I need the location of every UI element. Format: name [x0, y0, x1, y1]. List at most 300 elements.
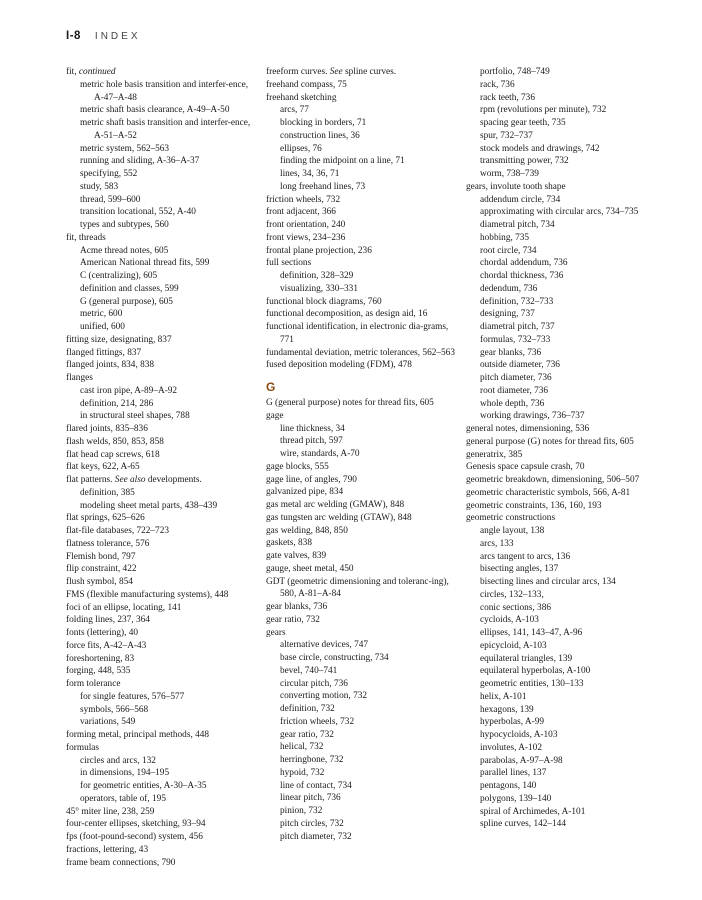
entry-text: gears	[266, 627, 286, 638]
index-subentry	[466, 640, 666, 653]
entry-text: flip constraint, 422	[66, 564, 137, 575]
index-entry	[266, 206, 462, 219]
entry-text: G (general purpose), 605	[80, 296, 173, 307]
entry-text: metric system, 562–563	[80, 143, 170, 154]
entry-text: chordal thickness, 736	[480, 271, 564, 281]
entry-text: freehand compass, 75	[266, 79, 347, 90]
entry-text: arcs, 77	[280, 105, 309, 116]
entry-text: geometric constructions	[466, 513, 556, 524]
entry-text: fonts (lettering), 40	[66, 628, 139, 638]
page-header	[66, 30, 140, 44]
entry-text: pinion, 732	[280, 806, 323, 816]
index-subentry	[266, 435, 462, 448]
entry-text: gas tungsten arc welding (GTAW), 848	[266, 512, 412, 523]
index-subentry	[266, 130, 462, 143]
index-subentry	[66, 296, 258, 309]
entry-text: gas welding, 848, 850	[266, 525, 348, 536]
entry-text: folding lines, 237, 364	[66, 615, 150, 626]
entry-text: worm, 738–739	[480, 169, 539, 179]
index-subentry	[66, 181, 258, 194]
entry-text: running and sliding, A-36–A-37	[80, 156, 200, 167]
index-subentry	[266, 792, 462, 805]
entry-text: fundamental deviation, metric tolerances, 562–563	[266, 347, 455, 358]
index-subentry	[66, 155, 258, 168]
entry-italic-text: See	[329, 67, 343, 77]
entry-text: circular pitch, 736	[280, 678, 348, 689]
entry-text: cycloids, A-103	[480, 615, 539, 626]
index-entry	[66, 359, 258, 372]
index-entry	[266, 550, 462, 563]
index-entry	[66, 818, 258, 831]
entry-text: C (centralizing), 605	[80, 271, 158, 281]
entry-text: generatrix, 385	[466, 449, 523, 460]
entry-text: geometric characteristic symbols, 566, A-81	[466, 487, 631, 498]
entry-text: arcs tangent to arcs, 136	[480, 551, 571, 562]
entry-text: definition, 732–733	[480, 296, 554, 307]
index-subentry	[266, 117, 462, 130]
index-subentry	[466, 755, 666, 768]
entry-text: gear ratio, 732	[280, 729, 334, 740]
index-subentry	[466, 104, 666, 117]
index-entry	[66, 66, 258, 79]
entry-text: definition, 328–329	[280, 271, 354, 281]
entry-italic-text: continued	[78, 67, 116, 77]
entry-text: foci of an ellipse, locating, 141	[66, 602, 182, 613]
index-subentry	[266, 767, 462, 780]
index-subentry	[266, 805, 462, 818]
entry-text: hypocycloids, A-103	[480, 730, 558, 740]
index-column-2	[266, 66, 462, 843]
index-subentry	[466, 245, 666, 258]
index-subentry	[466, 347, 666, 360]
entry-text: gate valves, 839	[266, 551, 327, 561]
index-entry	[266, 563, 462, 576]
index-subentry	[266, 155, 462, 168]
entry-text: flared joints, 835–836	[66, 424, 148, 434]
entry-text: base circle, constructing, 734	[280, 653, 389, 663]
entry-text: types and subtypes, 560	[80, 220, 169, 230]
entry-text: metric shaft basis clearance, A-49–A-50	[80, 105, 230, 116]
index-subentry	[466, 818, 666, 831]
index-subentry	[466, 410, 666, 423]
entry-text: hobbing, 735	[480, 232, 530, 243]
index-subentry	[466, 716, 666, 729]
entry-text: symbols, 566–568	[80, 704, 149, 715]
entry-text: flanges	[66, 373, 93, 383]
index-subentry	[266, 652, 462, 665]
index-entry	[266, 359, 462, 372]
index-entry	[266, 232, 462, 245]
index-subentry	[466, 398, 666, 411]
index-entry	[66, 436, 258, 449]
index-subentry	[266, 143, 462, 156]
entry-text: chordal addendum, 736	[480, 258, 568, 269]
entry-text: flat patterns.	[66, 475, 115, 485]
index-entry	[266, 576, 462, 602]
index-entry	[66, 602, 258, 615]
index-column-3	[466, 66, 666, 831]
entry-text: spiral of Archimedes, A-101	[480, 806, 586, 817]
index-subentry	[466, 194, 666, 207]
entry-text: flat keys, 622, A-65	[66, 462, 140, 473]
entry-text: angle layout, 138	[480, 526, 545, 536]
index-subentry	[66, 257, 258, 270]
entry-text: approximating with circular arcs, 734–735	[480, 207, 639, 218]
entry-text: definition, 732	[280, 704, 335, 714]
index-subentry	[466, 704, 666, 717]
index-subentry	[66, 219, 258, 232]
entry-text: blocking in borders, 71	[280, 118, 367, 128]
index-entry	[266, 499, 462, 512]
index-subentry	[466, 551, 666, 564]
entry-text: unified, 600	[80, 322, 125, 332]
index-entry	[266, 512, 462, 525]
index-entry	[66, 538, 258, 551]
entry-text: line thickness, 34	[280, 423, 345, 434]
entry-text: equilateral hyperbolas, A-100	[480, 666, 591, 677]
index-entry	[66, 806, 258, 819]
index-subentry	[466, 627, 666, 640]
entry-text: frame beam connections, 790	[66, 857, 176, 868]
index-subentry	[66, 168, 258, 181]
entry-text: pitch diameter, 736	[480, 373, 552, 383]
index-entry	[266, 257, 462, 270]
index-subentry	[466, 206, 666, 219]
index-subentry	[466, 589, 666, 602]
index-subentry	[266, 270, 462, 283]
index-subentry	[466, 296, 666, 309]
index-entry	[466, 474, 666, 487]
index-subentry	[266, 168, 462, 181]
entry-text: Acme thread notes, 605	[80, 245, 169, 256]
entry-text: parallel lines, 137	[480, 768, 547, 779]
index-entry	[66, 831, 258, 844]
index-subentry	[266, 716, 462, 729]
entry-text: diametral pitch, 737	[480, 322, 555, 332]
index-entry	[466, 512, 666, 525]
index-subentry	[466, 155, 666, 168]
entry-text: functional identification, in electronic dia-grams, 771	[266, 322, 449, 345]
index-entry	[66, 742, 258, 755]
index-entry	[66, 678, 258, 691]
entry-text: for geometric entities, A-30–A-35	[80, 781, 207, 791]
index-subentry	[66, 487, 258, 500]
index-subentry	[466, 385, 666, 398]
index-subentry	[66, 117, 258, 143]
index-entry	[266, 397, 462, 410]
entry-text: flush symbol, 854	[66, 577, 133, 587]
index-subentry	[66, 321, 258, 334]
entry-text: thread, 599–600	[80, 194, 141, 205]
index-subentry	[466, 525, 666, 538]
entry-text: front views, 234–236	[266, 232, 346, 243]
index-subentry	[266, 690, 462, 703]
index-entry	[66, 334, 258, 347]
index-entry	[466, 461, 666, 474]
entry-text: circles and arcs, 132	[80, 755, 156, 766]
entry-text: root circle, 734	[480, 245, 537, 256]
entry-text: transition locational, 552, A-40	[80, 207, 196, 218]
index-entry	[266, 92, 462, 105]
entry-text: flat springs, 625–626	[66, 513, 145, 524]
index-subentry	[266, 448, 462, 461]
index-subentry	[466, 92, 666, 105]
entry-text: fitting size, designating, 837	[66, 334, 172, 345]
index-subentry	[66, 308, 258, 321]
index-subentry	[66, 194, 258, 207]
index-subentry	[66, 691, 258, 704]
index-subentry	[466, 168, 666, 181]
entry-text: alternative devices, 747	[280, 640, 369, 651]
index-entry	[466, 181, 666, 194]
entry-text: dedendum, 736	[480, 283, 538, 294]
entry-text: front orientation, 240	[266, 220, 346, 230]
entry-text: spacing gear teeth, 735	[480, 118, 566, 128]
index-subentry	[466, 742, 666, 755]
entry-text: transmitting power, 732	[480, 156, 569, 167]
index-subentry	[466, 308, 666, 321]
entry-text: FMS (flexible manufacturing systems), 448	[66, 589, 229, 600]
index-entry	[66, 844, 258, 857]
index-subentry	[466, 538, 666, 551]
entry-text: epicycloid, A-103	[480, 640, 547, 651]
index-subentry	[66, 143, 258, 156]
index-subentry	[466, 321, 666, 334]
index-entry	[266, 474, 462, 487]
entry-text: definition, 385	[80, 487, 135, 498]
index-subentry	[266, 639, 462, 652]
index-entry	[66, 640, 258, 653]
entry-text: G (general purpose) notes for thread fits, 605	[266, 398, 434, 408]
page-folio: I-8	[66, 30, 81, 42]
entry-text: bisecting lines and circular arcs, 134	[480, 577, 616, 587]
index-entry	[266, 219, 462, 232]
index-letter-heading: G	[266, 380, 276, 394]
index-entry	[266, 410, 462, 423]
entry-text: general purpose (G) notes for thread fits, 605	[466, 436, 634, 447]
entry-text: modeling sheet metal parts, 438–439	[80, 500, 218, 511]
index-subentry	[466, 678, 666, 691]
entry-text: gear blanks, 736	[480, 347, 542, 358]
index-subentry	[66, 206, 258, 219]
entry-text: root diameter, 736	[480, 385, 549, 396]
entry-text: friction wheels, 732	[280, 716, 355, 727]
index-entry	[66, 857, 258, 870]
entry-text: foreshortening, 83	[66, 653, 135, 664]
index-subentry	[266, 283, 462, 296]
entry-text-tail: developments.	[145, 475, 202, 485]
entry-text: freehand sketching	[266, 92, 337, 103]
entry-text: formulas	[66, 742, 100, 753]
entry-text: GDT (geometric dimensioning and toleranc-ing), 580, A-81–A-84	[266, 576, 449, 600]
entry-text: gage	[266, 410, 284, 421]
index-entry	[466, 500, 666, 513]
entry-text: fractions, lettering, 43	[66, 844, 149, 855]
entry-text: Genesis space capsule crash, 70	[466, 462, 585, 473]
entry-text: geometric constraints, 136, 160, 193	[466, 500, 602, 511]
entry-text: Flemish bond, 797	[66, 551, 136, 562]
entry-text-tail: spline curves.	[342, 67, 397, 77]
index-entry	[266, 461, 462, 474]
index-subentry	[466, 767, 666, 780]
index-entry	[66, 232, 258, 245]
index-subentry	[466, 780, 666, 793]
index-subentry	[266, 780, 462, 793]
entry-text: helix, A-101	[480, 691, 527, 702]
index-entry	[466, 487, 666, 500]
entry-text: functional decomposition, as design aid, 16	[266, 309, 428, 320]
index-subentry	[266, 703, 462, 716]
entry-text: fused deposition modeling (FDM), 478	[266, 360, 412, 371]
index-entry	[66, 576, 258, 589]
entry-text: frontal plane projection, 236	[266, 245, 372, 256]
index-entry	[266, 525, 462, 538]
index-entry	[266, 245, 462, 258]
index-subentry	[266, 831, 462, 844]
entry-text: ellipses, 76	[280, 143, 322, 154]
index-entry	[66, 551, 258, 564]
index-entry	[266, 194, 462, 207]
index-subentry	[466, 359, 666, 372]
index-column-1	[66, 66, 258, 869]
index-entry	[266, 627, 462, 640]
index-entry	[66, 525, 258, 538]
index-subentry	[466, 257, 666, 270]
entry-text: flash welds, 850, 853, 858	[66, 436, 164, 447]
index-entry	[266, 79, 462, 92]
index-subentry	[466, 334, 666, 347]
index-entry	[66, 423, 258, 436]
entry-text: thread pitch, 597	[280, 436, 343, 447]
index-entry	[66, 729, 258, 742]
entry-text: construction lines, 36	[280, 130, 360, 141]
entry-text: flatness tolerance, 576	[66, 538, 150, 549]
entry-text: pitch circles, 732	[280, 818, 344, 829]
index-subentry	[66, 793, 258, 806]
index-subentry	[66, 283, 258, 296]
index-entry	[266, 537, 462, 550]
index-subentry	[466, 117, 666, 130]
index-entry	[266, 296, 462, 309]
entry-text: forming metal, principal methods, 448	[66, 730, 210, 740]
index-subentry	[466, 691, 666, 704]
entry-text: metric hole basis transition and interfer-ence, A-47–A-48	[80, 79, 249, 103]
entry-text: general notes, dimensioning, 536	[466, 424, 590, 434]
index-subentry	[466, 576, 666, 589]
index-subentry	[66, 79, 258, 105]
entry-text: portfolio, 748–749	[480, 67, 550, 77]
entry-text: definition and classes, 599	[80, 283, 179, 294]
entry-text: full sections	[266, 258, 312, 269]
index-entry	[66, 461, 258, 474]
index-entry	[266, 308, 462, 321]
entry-text: rpm (revolutions per minute), 732	[480, 105, 607, 116]
index-subentry	[66, 780, 258, 793]
entry-text: linear pitch, 736	[280, 793, 341, 804]
index-subentry	[466, 143, 666, 156]
index-entry	[466, 436, 666, 449]
entry-text: cast iron pipe, A-89–A-92	[80, 385, 178, 396]
index-subentry	[266, 665, 462, 678]
index-subentry	[66, 398, 258, 411]
entry-text: pentagons, 140	[480, 781, 537, 791]
entry-text: ellipses, 141, 143–47, A-96	[480, 628, 583, 638]
entry-text: variations, 549	[80, 717, 136, 728]
index-entry	[466, 423, 666, 436]
entry-text: spline curves, 142–144	[480, 819, 566, 830]
index-entry	[266, 347, 462, 360]
index-subentry	[266, 104, 462, 117]
entry-text: spur, 732–737	[480, 130, 533, 141]
entry-text: working drawings, 736–737	[480, 411, 585, 422]
entry-text: wire, standards, A-70	[280, 449, 360, 459]
entry-text: designing, 737	[480, 309, 535, 320]
index-subentry	[466, 232, 666, 245]
index-subentry	[466, 130, 666, 143]
entry-text: freeform curves.	[266, 67, 330, 77]
index-subentry	[266, 754, 462, 767]
entry-text: four-center ellipses, sketching, 93–94	[66, 819, 206, 830]
entry-text: parabolas, A-97–A-98	[480, 755, 563, 766]
index-subentry	[266, 729, 462, 742]
index-subentry	[66, 270, 258, 283]
running-head: INDEX	[94, 31, 141, 42]
index-entry	[266, 601, 462, 614]
entry-italic-text: See also	[114, 475, 146, 485]
index-subentry	[266, 423, 462, 436]
index-subentry	[466, 729, 666, 742]
entry-text: long freehand lines, 73	[280, 181, 366, 192]
entry-text: stock models and drawings, 742	[480, 143, 600, 154]
index-subentry	[466, 283, 666, 296]
entry-text: gage blocks, 555	[266, 461, 329, 472]
entry-text: visualizing, 330–331	[280, 283, 358, 294]
entry-text: fps (foot-pound-second) system, 456	[66, 832, 203, 842]
entry-text: flanged fittings, 837	[66, 347, 142, 358]
entry-text: gears, involute tooth shape	[466, 181, 566, 192]
entry-text: geometric entities, 130–133	[480, 679, 584, 689]
entry-text: American National thread fits, 599	[80, 258, 210, 269]
index-subentry	[66, 500, 258, 513]
entry-text: diametral pitch, 734	[480, 220, 555, 230]
entry-text: arcs, 133	[480, 538, 514, 549]
entry-text: conic sections, 386	[480, 602, 552, 613]
index-subentry	[466, 66, 666, 79]
index-subentry	[266, 818, 462, 831]
entry-text: force fits, A-42–A-43	[66, 640, 147, 651]
entry-text: outside diameter, 736	[480, 360, 560, 371]
entry-text: fit,	[66, 67, 79, 77]
entry-text: formulas, 732–733	[480, 334, 551, 345]
entry-text: gear blanks, 736	[266, 602, 328, 612]
entry-text: pitch diameter, 732	[280, 831, 352, 842]
entry-text: whole depth, 736	[480, 398, 545, 409]
entry-text: rack teeth, 736	[480, 92, 535, 103]
entry-text: hexagons, 139	[480, 704, 534, 715]
entry-text: flat-file databases, 722–723	[66, 526, 170, 536]
index-entry	[66, 347, 258, 360]
entry-text: helical, 732	[280, 742, 324, 753]
index-subentry	[466, 665, 666, 678]
index-subentry	[66, 755, 258, 768]
entry-text: front adjacent, 366	[266, 207, 336, 218]
index-subentry	[466, 602, 666, 615]
entry-text: gauge, sheet metal, 450	[266, 563, 354, 574]
entry-text: for single features, 576–577	[80, 691, 185, 702]
index-entry	[266, 614, 462, 627]
index-entry	[66, 449, 258, 462]
index-subentry	[66, 767, 258, 780]
